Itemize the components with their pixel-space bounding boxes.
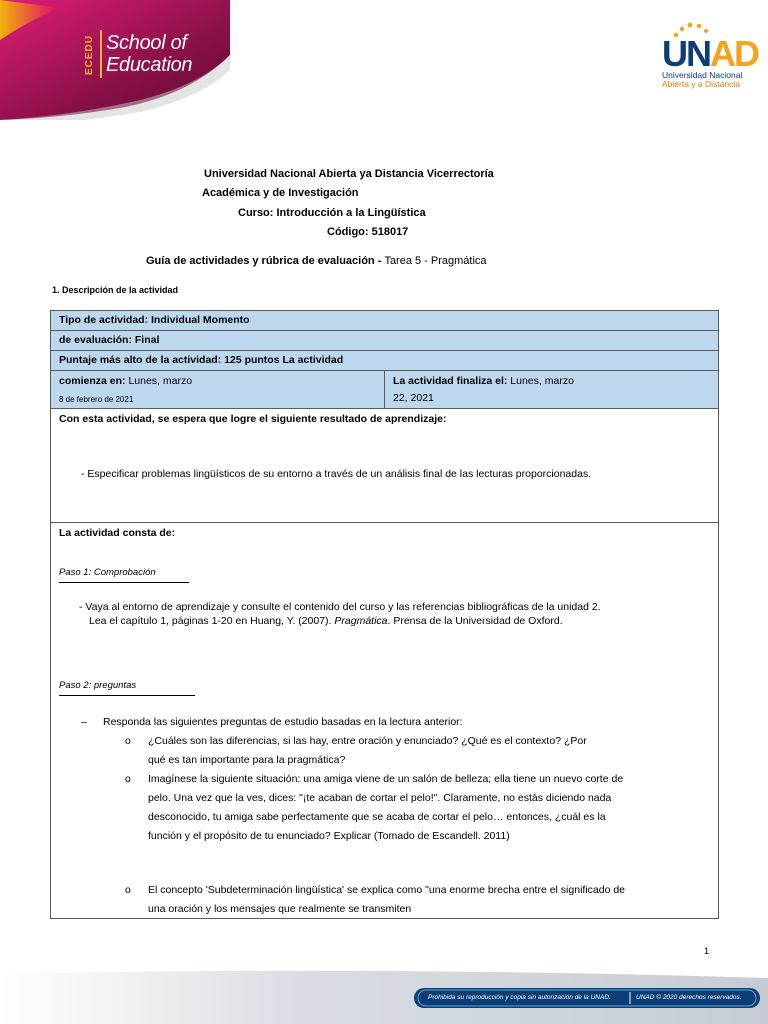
q2-line2: pelo. Una vez que la ves, dices: "¡te acaban de cortar el pelo!". Claramente, no estás diciendo nada [148,792,612,804]
unad-wordmark: UNAD [662,33,758,74]
activity-steps [51,523,718,918]
start-date-cell [51,371,385,408]
step1-line1: - Vaya al entorno de aprendizaje y consulte el contenido del curso y las referencias bibliográficas de la unidad 2. [79,601,601,613]
q2-line1: Imagínese la siguiente situación: una amiga viene de un salón de belleza; ella tiene un nuevo corte de [148,773,624,785]
unad-subtitle-2: Abierta y a Distancia [662,79,740,89]
q1-line2: qué es tan importante para la pragmática? [148,754,346,766]
q3-line1: El concepto 'Subdeterminación lingüística' se explica como "una enorme brecha entre el significado de [148,884,626,896]
step2-title: Paso 2: preguntas [59,676,195,696]
end-date-cell [385,371,718,408]
evaluation-row [51,331,718,351]
q1-bullet: o [125,735,131,747]
max-score: Puntaje más alto de la actividad: 125 puntos La actividad [59,354,344,366]
questions-dash: – [81,716,87,728]
consists-heading: La actividad consta de: [59,527,176,539]
outcome-row [51,409,718,523]
page-number: 1 [704,946,710,956]
q1-line1: ¿Cuáles son las diferencias, si las hay, entre oración y enunciado? ¿Qué es el contexto? ¿Por [148,735,587,747]
footer-notice: Prohibida su reproducción y copia sin autorización de la UNAD. [428,994,611,1001]
step1-title: Paso 1: Comprobación [59,563,189,583]
course-title: Curso: Introducción a la Lingüística [238,207,426,219]
start-date-value: 8 de febrero de 2021 [59,395,134,404]
section-heading: 1. Descripción de la actividad [52,285,179,295]
step1-line2: Lea el capítulo 1, páginas 1-20 en Huang, Y. (2007). Pragmática. Prensa de la Universidad de Oxford. [89,615,563,627]
title-line-1: Universidad Nacional Abierta ya Distancia Vicerrectoría [204,168,494,180]
title-line-2: Académica y de Investigación [202,187,359,199]
q2-line3: desconocido, tu amiga sabe perfectamente que se acaba de cortar el pelo… entonces, ¿cuál es la [148,811,606,823]
activity-table [50,310,719,919]
score-row [51,351,718,371]
end-date-text: La actividad finaliza el: Lunes, marzo [393,375,574,387]
school-line1: School of [106,32,187,54]
activity-type-row [51,311,718,331]
unad-logo [660,22,768,92]
ecedu-label: ECEDU [84,35,95,76]
ecedu-divider [100,30,102,78]
footer-copyright: UNAD © 2020 derechos reservados. [636,994,742,1001]
q2-bullet: o [125,773,131,785]
questions-intro: Responda las siguientes preguntas de estudio basadas en la lectura anterior: [103,716,463,728]
start-date-text: comienza en: Lunes, marzo [59,375,193,387]
q2-line4: función y el propósito de tu enunciado? Explicar (Tomado de Escandell. 2011) [148,830,510,842]
q3-line2: una oración y los mensajes que realmente se transmiten [148,903,412,915]
course-code: Código: 518017 [327,226,409,238]
evaluation-moment: de evaluación: Final [59,334,160,346]
outcome-text: - Especificar problemas lingüísticos de su entorno a través de un análisis final de las lecturas proporcionadas. [81,468,592,480]
school-of-education-logo [106,32,192,76]
end-date-value: 22, 2021 [393,392,434,404]
guide-title: Guía de actividades y rúbrica de evaluación - Tarea 5 - Pragmática [146,255,487,267]
outcome-heading: Con esta actividad, se espera que logre el siguiente resultado de aprendizaje: [59,413,447,425]
header-banner [0,0,768,140]
dates-row [51,371,718,409]
school-line2: Education [106,54,193,76]
q3-bullet: o [125,884,131,896]
unad-subtitle-1: Universidad Nacional [662,70,743,80]
activity-type: Tipo de actividad: Individual Momento [59,314,250,326]
